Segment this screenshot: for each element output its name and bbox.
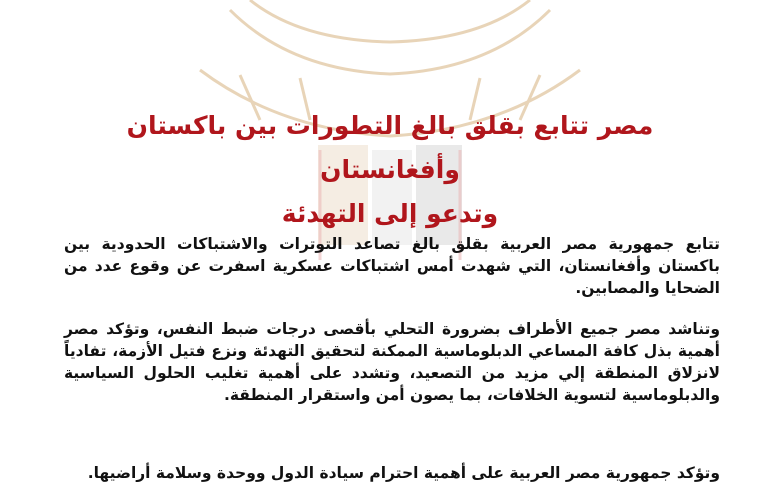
paragraph-1: تتابع جمهورية مصر العربية بقلق بالغ تصاعد التوترات والاشتباكات الحدودية بين باكستان وأفغانستان، التي شهدت أمس اشتباكات عسكرية اسفرت عن وقوع عدد من الضحايا والمصابين.: [64, 235, 720, 297]
statement-document: [60, 0, 720, 482]
paragraph-2: وتناشد مصر جميع الأطراف بضرورة التحلي بأقصى درجات ضبط النفس، وتؤكد مصر أهمية بذل كافة المساعي الدبلوماسية الممكنة لتحقيق التهدئة ونزع فتيل الأزمة، تفادياً لانزلاق المنطقة إلي مزيد من التصعيد، وتشدد على أهمية تغليب الحلول السياسية والدبلوماسية لتسوية الخلافات، بما يصون أمن واستقرار المنطقة.: [64, 320, 720, 404]
title-line-1: مصر تتابع بقلق بالغ التطورات بين باكستان وأفغانستان: [126, 111, 654, 184]
title-line-2: وتدعو إلى التهدئة: [281, 199, 499, 228]
paragraph-3: وتؤكد جمهورية مصر العربية على أهمية احترام سيادة الدول ووحدة وسلامة أراضيها.: [87, 464, 720, 482]
statement-title: [60, 104, 720, 236]
